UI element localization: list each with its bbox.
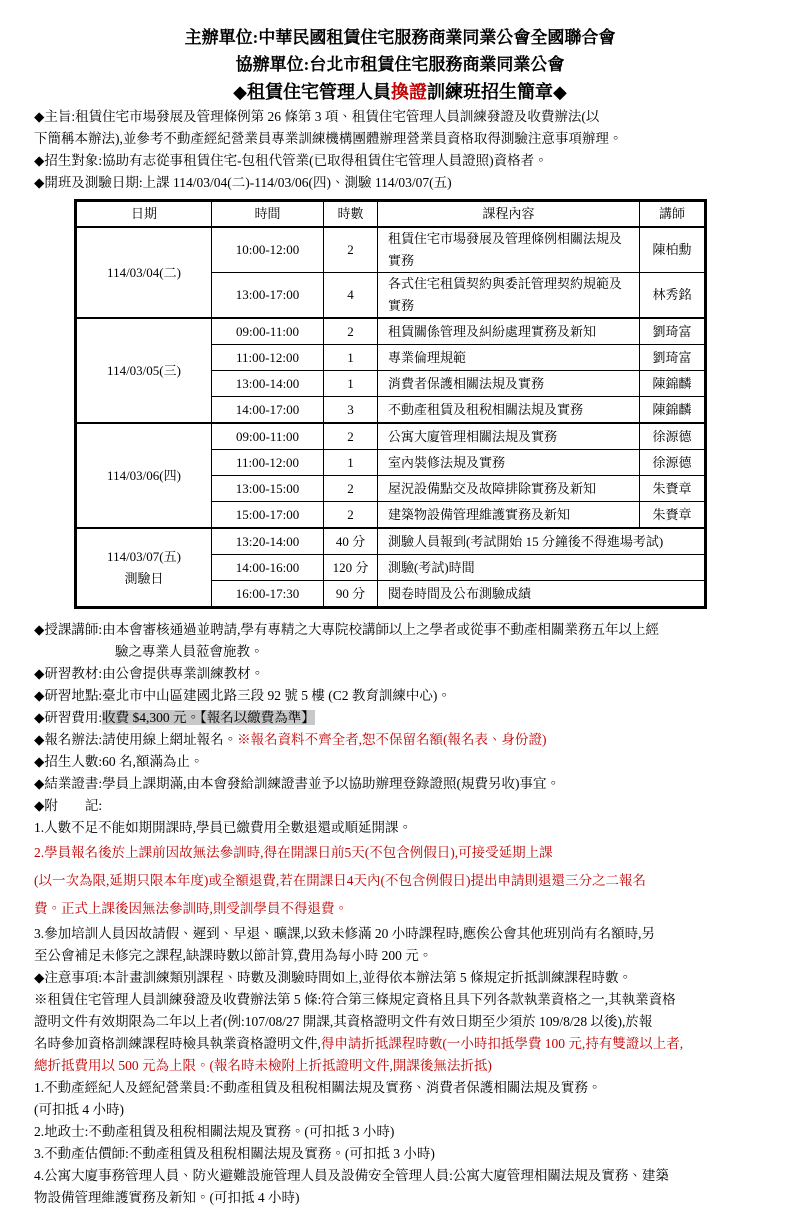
hours-cell: 3 <box>324 397 378 424</box>
rule-line-3-black: 名時參加資格訓練課程時檢具執業資格證明文件, <box>34 1036 321 1051</box>
hours-cell: 2 <box>324 318 378 345</box>
hours-cell: 40 分 <box>324 528 378 555</box>
time-cell: 11:00-12:00 <box>212 345 324 371</box>
time-cell: 13:00-14:00 <box>212 371 324 397</box>
time-cell: 13:00-15:00 <box>212 476 324 502</box>
hours-cell: 2 <box>324 476 378 502</box>
hours-cell: 2 <box>324 227 378 273</box>
page-title <box>34 78 766 106</box>
date-cell: 114/03/05(三) <box>76 318 212 423</box>
exam-date: 114/03/07(五) <box>107 548 181 564</box>
hours-cell: 1 <box>324 371 378 397</box>
hours-cell: 1 <box>324 450 378 476</box>
course-cell: 消費者保護相關法規及實務 <box>378 371 640 397</box>
time-cell: 16:00-17:30 <box>212 581 324 608</box>
registration-warning-red: ※報名資料不齊全者,恕不保留名額(報名表、身份證) <box>237 732 547 747</box>
table-row <box>76 423 706 450</box>
header-date: 日期 <box>76 201 212 228</box>
lecturer-cell: 林秀銘 <box>640 273 706 319</box>
course-cell: 租賃住宅市場發展及管理條例相關法規及實務 <box>378 227 640 273</box>
date-cell: 114/03/06(四) <box>76 423 212 528</box>
note-2-line-2: (以一次為限,延期只限本年度)或全額退費,若在開課日4天內(不包含例假日)提出申請則退還三分之二報名 <box>34 873 646 888</box>
target-line: ◆招生對象:協助有志從事租賃住宅-包租代管業(已取得租賃住宅管理人員證照)資格者。 <box>34 153 548 168</box>
header-hours: 時數 <box>324 201 378 228</box>
course-cell: 各式住宅租賃契約與委託管理契約規範及實務 <box>378 273 640 319</box>
lecturer-cell: 朱賚章 <box>640 476 706 502</box>
table-header-row <box>76 201 706 228</box>
lecturer-cell: 陳錦麟 <box>640 397 706 424</box>
course-cell: 閱卷時間及公布測驗成績 <box>378 581 706 608</box>
schedule-line: ◆開班及測驗日期:上課 114/03/04(二)-114/03/06(四)、測驗 114/03/07(五) <box>34 175 452 190</box>
course-cell: 不動產租賃及租稅相關法規及實務 <box>378 397 640 424</box>
hours-cell: 2 <box>324 502 378 529</box>
rule-line-1: ※租賃住宅管理人員訓練發證及收費辦法第 5 條:符合第三條規定資格且具下列各款執業資格之一,其執業資格 <box>34 992 676 1007</box>
credit-4-line-1: 4.公寓大廈事務管理人員、防火避難設施管理人員及設備安全管理人員:公寓大廈管理相關法規及實務、建築 <box>34 1168 669 1183</box>
lecturer-cell: 劉琦富 <box>640 318 706 345</box>
header-course: 課程內容 <box>378 201 640 228</box>
course-cell: 建築物設備管理維護實務及新知 <box>378 502 640 529</box>
course-cell: 公寓大廈管理相關法規及實務 <box>378 423 640 450</box>
rule-line-3 <box>34 1033 766 1055</box>
date-cell: 114/03/04(二) <box>76 227 212 318</box>
lecturer-cell: 陳柏勳 <box>640 227 706 273</box>
table-row <box>76 528 706 555</box>
time-cell: 13:00-17:00 <box>212 273 324 319</box>
rule-line-2: 證明文件有效期限為二年以上者(例:107/08/27 開課,其資格證明文件有效日期至少須於 109/8/28 以後),於報 <box>34 1014 653 1029</box>
time-cell: 09:00-11:00 <box>212 423 324 450</box>
hours-cell: 4 <box>324 273 378 319</box>
registration-line <box>34 729 766 751</box>
lecturer-cell: 劉琦富 <box>640 345 706 371</box>
course-cell: 室內裝修法規及實務 <box>378 450 640 476</box>
note-2-line-1: 2.學員報名後於上課前因故無法參訓時,得在開課日前5天(不包含例假日),可接受延期上課 <box>34 845 553 860</box>
date-cell <box>76 528 212 608</box>
credit-3: 3.不動產估價師:不動產租賃及租稅相關法規及實務。(可扣抵 3 小時) <box>34 1146 435 1161</box>
note-3-line-1: 3.參加培訓人員因故請假、遲到、早退、曠課,以致未修滿 20 小時課程時,應俟公會其他班別尚有名額時,另 <box>34 926 655 941</box>
notes-title: ◆附 記: <box>34 798 103 813</box>
note-1: 1.人數不足不能如期開課時,學員已繳費用全數退還或順延開課。 <box>34 820 412 835</box>
credit-1-line-1: 1.不動產經紀人及經紀營業員:不動產租賃及租稅相關法規及實務、消費者保護相關法規及實務。 <box>34 1080 602 1095</box>
note-3-line-2: 至公會補足未修完之課程,缺課時數以節計算,費用為每小時 200 元。 <box>34 948 433 963</box>
course-cell: 租賃關係管理及糾紛處理實務及新知 <box>378 318 640 345</box>
credit-2: 2.地政士:不動產租賃及租稅相關法規及實務。(可扣抵 3 小時) <box>34 1124 395 1139</box>
time-cell: 14:00-16:00 <box>212 555 324 581</box>
certificate-line: ◆結業證書:學員上課期滿,由本會發給訓練證書並予以協助辦理登錄證照(規費另收)事宜。 <box>34 776 560 791</box>
header-lecturer: 講師 <box>640 201 706 228</box>
time-cell: 11:00-12:00 <box>212 450 324 476</box>
fee-line <box>34 707 766 729</box>
fee-label: ◆研習費用: <box>34 710 103 725</box>
organizer-line: 主辦單位:中華民國租賃住宅服務商業同業公會全國聯合會 <box>184 28 616 47</box>
attention-line: ◆注意事項:本計畫訓練類別課程、時數及測驗時間如上,並得依本辦法第 5 條規定折抵訓練課程時數。 <box>34 970 633 985</box>
note-2-red <box>34 839 766 923</box>
time-cell: 14:00-17:00 <box>212 397 324 424</box>
lecturer-line-1: ◆授課講師:由本會審核通過並聘請,學有專精之大專院校講師以上之學者或從事不動產相關業務五年以上經 <box>34 622 660 637</box>
course-cell: 測驗人員報到(考試開始 15 分鐘後不得進場考試) <box>378 528 706 555</box>
quota-line: ◆招生人數:60 名,額滿為止。 <box>34 754 204 769</box>
header-time: 時間 <box>212 201 324 228</box>
material-line: ◆研習教材:由公會提供專業訓練教材。 <box>34 666 265 681</box>
registration-label: ◆報名辦法:請使用線上網址報名。 <box>34 732 238 747</box>
exam-day-label: 測驗日 <box>124 570 164 586</box>
title-highlight-red: 換證 <box>391 82 427 102</box>
course-cell: 屋況設備點交及故障排除實務及新知 <box>378 476 640 502</box>
note-2-line-3: 費。正式上課後因無法參訓時,則受訓學員不得退費。 <box>34 901 348 916</box>
time-cell: 13:20-14:00 <box>212 528 324 555</box>
lecturer-line-2: 驗之專業人員蒞會施教。 <box>115 644 264 659</box>
title-prefix: ◆租賃住宅管理人員 <box>233 82 391 102</box>
course-cell: 測驗(考試)時間 <box>378 555 706 581</box>
table-row <box>76 227 706 273</box>
lecturer-cell: 陳錦麟 <box>640 371 706 397</box>
location-line: ◆研習地點:臺北市中山區建國北路三段 92 號 5 樓 (C2 教育訓練中心)。 <box>34 688 451 703</box>
hours-cell: 90 分 <box>324 581 378 608</box>
fee-highlighted-text: 收費 $4,300 元。【報名以繳費為準】 <box>102 710 315 725</box>
table-row <box>76 318 706 345</box>
credit-4-line-2: 物設備管理維護實務及新知。(可扣抵 4 小時) <box>34 1190 300 1205</box>
hours-cell: 2 <box>324 423 378 450</box>
lecturer-cell: 徐源德 <box>640 423 706 450</box>
lecturer-cell: 徐源德 <box>640 450 706 476</box>
lecturer-cell: 朱賚章 <box>640 502 706 529</box>
course-cell: 專業倫理規範 <box>378 345 640 371</box>
purpose-line-2: 下簡稱本辦法),並參考不動產經紀營業員專業訓練機構團體辦理營業員資格取得測驗注意事項辦理。 <box>34 131 623 146</box>
rule-line-4-red: 總折抵費用以 500 元為上限。(報名時未檢附上折抵證明文件,開課後無法折抵) <box>34 1058 492 1073</box>
time-cell: 10:00-12:00 <box>212 227 324 273</box>
time-cell: 09:00-11:00 <box>212 318 324 345</box>
schedule-table <box>74 199 707 609</box>
co-organizer-line: 協辦單位:台北市租賃住宅服務商業同業公會 <box>235 55 565 74</box>
hours-cell: 120 分 <box>324 555 378 581</box>
credit-1-line-2: (可扣抵 4 小時) <box>34 1102 124 1117</box>
purpose-line-1: ◆主旨:租賃住宅市場發展及管理條例第 26 條第 3 項、租賃住宅管理人員訓練發證及收費辦法(以 <box>34 109 600 124</box>
rule-line-3-red: 得申請折抵課程時數(一小時扣抵學費 100 元,持有雙證以上者, <box>320 1036 684 1051</box>
time-cell: 15:00-17:00 <box>212 502 324 529</box>
hours-cell: 1 <box>324 345 378 371</box>
title-suffix: 訓練班招生簡章◆ <box>427 82 567 102</box>
